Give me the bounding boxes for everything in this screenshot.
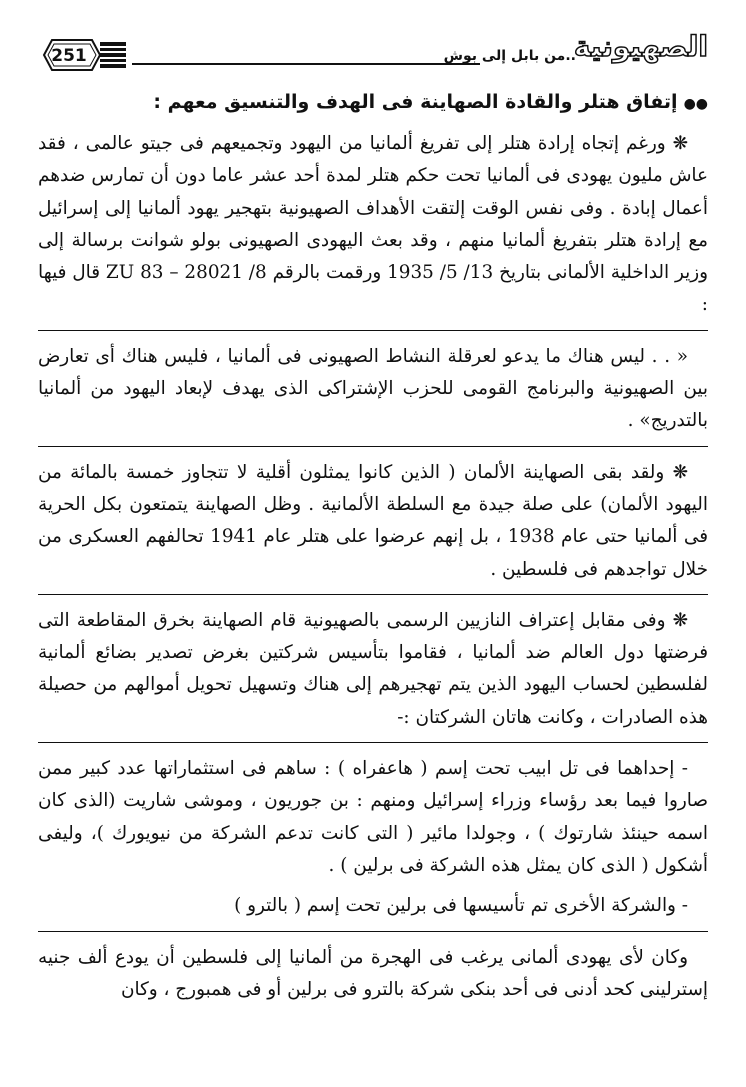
paragraph-quote: « . . ليس هناك ما يدعو لعرقلة النشاط الصهيونى فى ألمانيا ، فليس هناك أى تعارض بين الصهيونية والبرنامج القومى للحزب الإشتراكى الذى يهدف لإبعاد اليهود من ألمانيا بالتدريج» . [38, 345, 708, 432]
section-heading [38, 86, 708, 120]
header-book-title: الصهيونية [573, 30, 708, 63]
paragraph-4: ❋ وفى مقابل إعتراف النازيين الرسمى بالصهيونية قام الصهاينة بخرق المقاطعة التى فرضتها دول العالم ضد ألمانيا ، فقاموا بتأسيس شركتين بغرض تصدير بضائع ألمانية لفلسطين لحساب اليهود الذين يتم تهجيرهم إلى هناك وتسهيل تحويل أموالهم من حصيلة هذه الصادرات ، وكانت هاتان الشركتان :- [38, 609, 708, 728]
divider [38, 446, 708, 447]
divider [38, 594, 708, 595]
divider [38, 742, 708, 743]
page-number-badge [40, 36, 128, 74]
paragraph-7: وكان لأى يهودى ألمانى يرغب فى الهجرة من ألمانيا إلى فلسطين أن يودع ألف جنيه إسترلينى كحد أدنى فى أحد بنكى شركة بالترو فى برلين أو فى همبورج ، وكان [38, 946, 708, 1000]
header-rule [132, 63, 480, 65]
page-number: 251 [51, 46, 87, 66]
paragraph-1: ❋ ورغم إتجاه إرادة هتلر إلى تفريغ ألمانيا من اليهود وتجميعهم فى جيتو عالمى ، فقد عاش مليون يهودى فى ألمانيا تحت حكم هتلر لمدة أحد عشر عاما دون أن تمارس ضدهم أعمال إبادة . وفى نفس الوقت إلتقت الأهداف الصهيونية بتهجير يهود ألمانيا إلى إسرائيل مع إرادة هتلر بتفريغ ألمانيا منهم ، وقد بعث اليهودى الصهيونى بولو شوانت برسالة إلى وزير الداخلية الألمانى بتاريخ 13/ 5/ 1935 ورقمت بالرقم 8/ 28021 – 83 ZU قال فيها : [38, 133, 709, 316]
page-header [40, 30, 708, 82]
page-body [38, 86, 708, 1014]
header-subtitle: ..من بابل إلى بوش [443, 48, 576, 64]
divider [38, 931, 708, 932]
list-item-haavara: - إحداهما فى تل ابيب تحت إسم ( هاعفراه ) : ساهم فى استثماراتها عدد كبير ممن صاروا فيما بعد رؤساء وزراء إسرائيل ومنهم : بن جوريون ، وموشى شاريت (الذى كان اسمه حينئذ شارتوك ) ، وجولدا مائير ( التى كانت تدعم الشركة من نيويورك )، وليفى أشكول ( الذى كان يمثل هذه الشركة فى برلين ) . [38, 758, 708, 876]
paragraph-3: ❋ ولقد بقى الصهاينة الألمان ( الذين كانوا يمثلون أقلية لا تتجاوز خمسة بالمائة من اليهود الألمان) على صلة جيدة مع السلطة الألمانية . وظل الصهاينة يتمتعون بكل الحرية فى ألمانيا حتى عام 1938 ، بل إنهم عرضوا على هتلر عام 1941 تحالفهم العسكرى من خلال تواجدهم فى فلسطين . [38, 461, 708, 580]
list-item-paltreu: - والشركة الأخرى تم تأسيسها فى برلين تحت إسم ( بالترو ) [234, 895, 688, 917]
section-heading-text: إتفاق هتلر والقادة الصهاينة فى الهدف والتنسيق معهم : [153, 91, 678, 113]
divider [38, 330, 708, 331]
bullet-icon: ●● [683, 96, 708, 112]
